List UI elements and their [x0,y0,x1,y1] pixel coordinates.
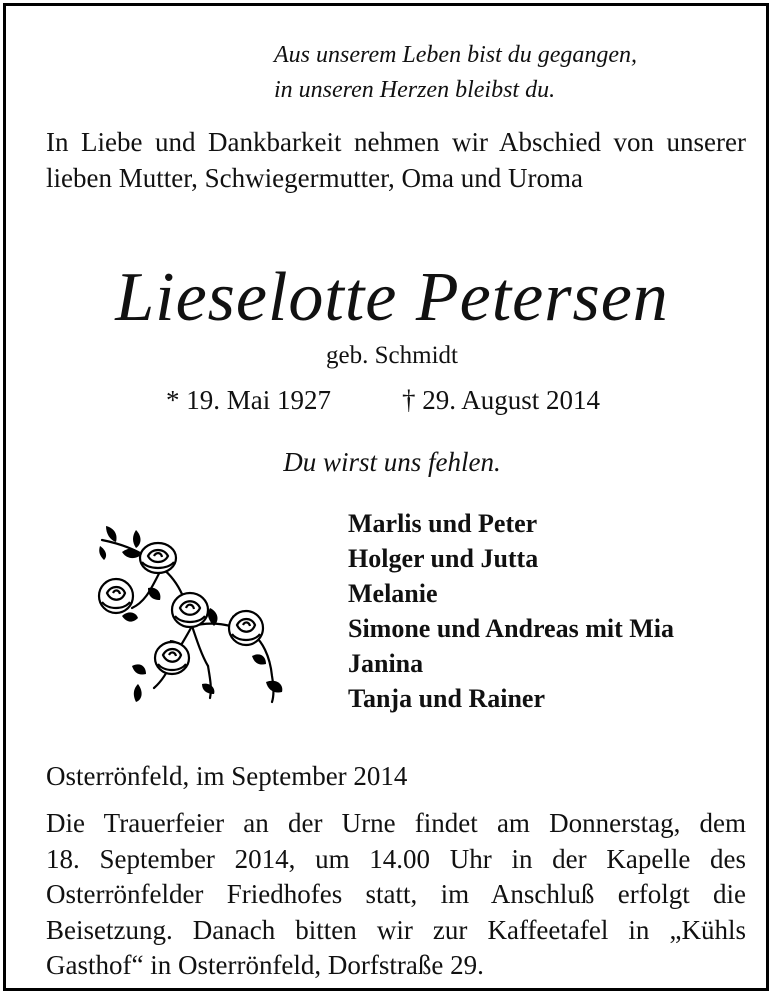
obituary-notice [3,3,769,991]
death-date: † 29. August 2014 [402,385,601,415]
life-dates [166,382,636,418]
mourners-list [348,506,768,716]
farewell-line: Du wirst uns fehlen. [283,447,501,477]
mourner-name: Melanie [348,579,438,608]
notice-line: 18. September 2014, um 14.00 Uhr in der Kapelle des [46,843,746,874]
motto-verse [274,38,744,108]
place-and-date: Osterrönfeld, im September 2014 [46,761,408,791]
mourner-name: Holger und Jutta [348,544,539,573]
rose-branch-icon [92,516,302,706]
notice-line: Gasthof“ in Osterrönfeld, Dorfstraße 29. [46,950,484,980]
notice-line: Osterrönfelder Friedhofes statt, im Anschluß erfolgt die [46,879,746,909]
funeral-notice [46,806,746,984]
notice-line: Beisetzung. Danach bitten wir zur Kaffeetafel in „Kühls [46,914,746,945]
mourner-name: Janina [348,649,424,678]
mourner-name: Tanja und Rainer [348,684,545,713]
mourner-name: Simone und Andreas mit Mia [348,614,675,643]
birth-date: * 19. Mai 1927 [166,385,331,415]
maiden-name: geb. Schmidt [326,342,458,369]
motto-line-2: in unseren Herzen bleibst du. [274,77,556,103]
notice-line: Die Trauerfeier an der Urne findet am Donnerstag, dem [46,808,746,838]
deceased-name: Lieselotte Petersen [115,259,669,336]
mourner-name: Marlis und Peter [348,509,538,538]
motto-line-1: Aus unserem Leben bist du gegangen, [274,42,638,68]
intro-text: In Liebe und Dankbarkeit nehmen wir Abschied von unserer lieben Mutter, Schwiegermutter, Oma und Uroma [46,127,746,193]
